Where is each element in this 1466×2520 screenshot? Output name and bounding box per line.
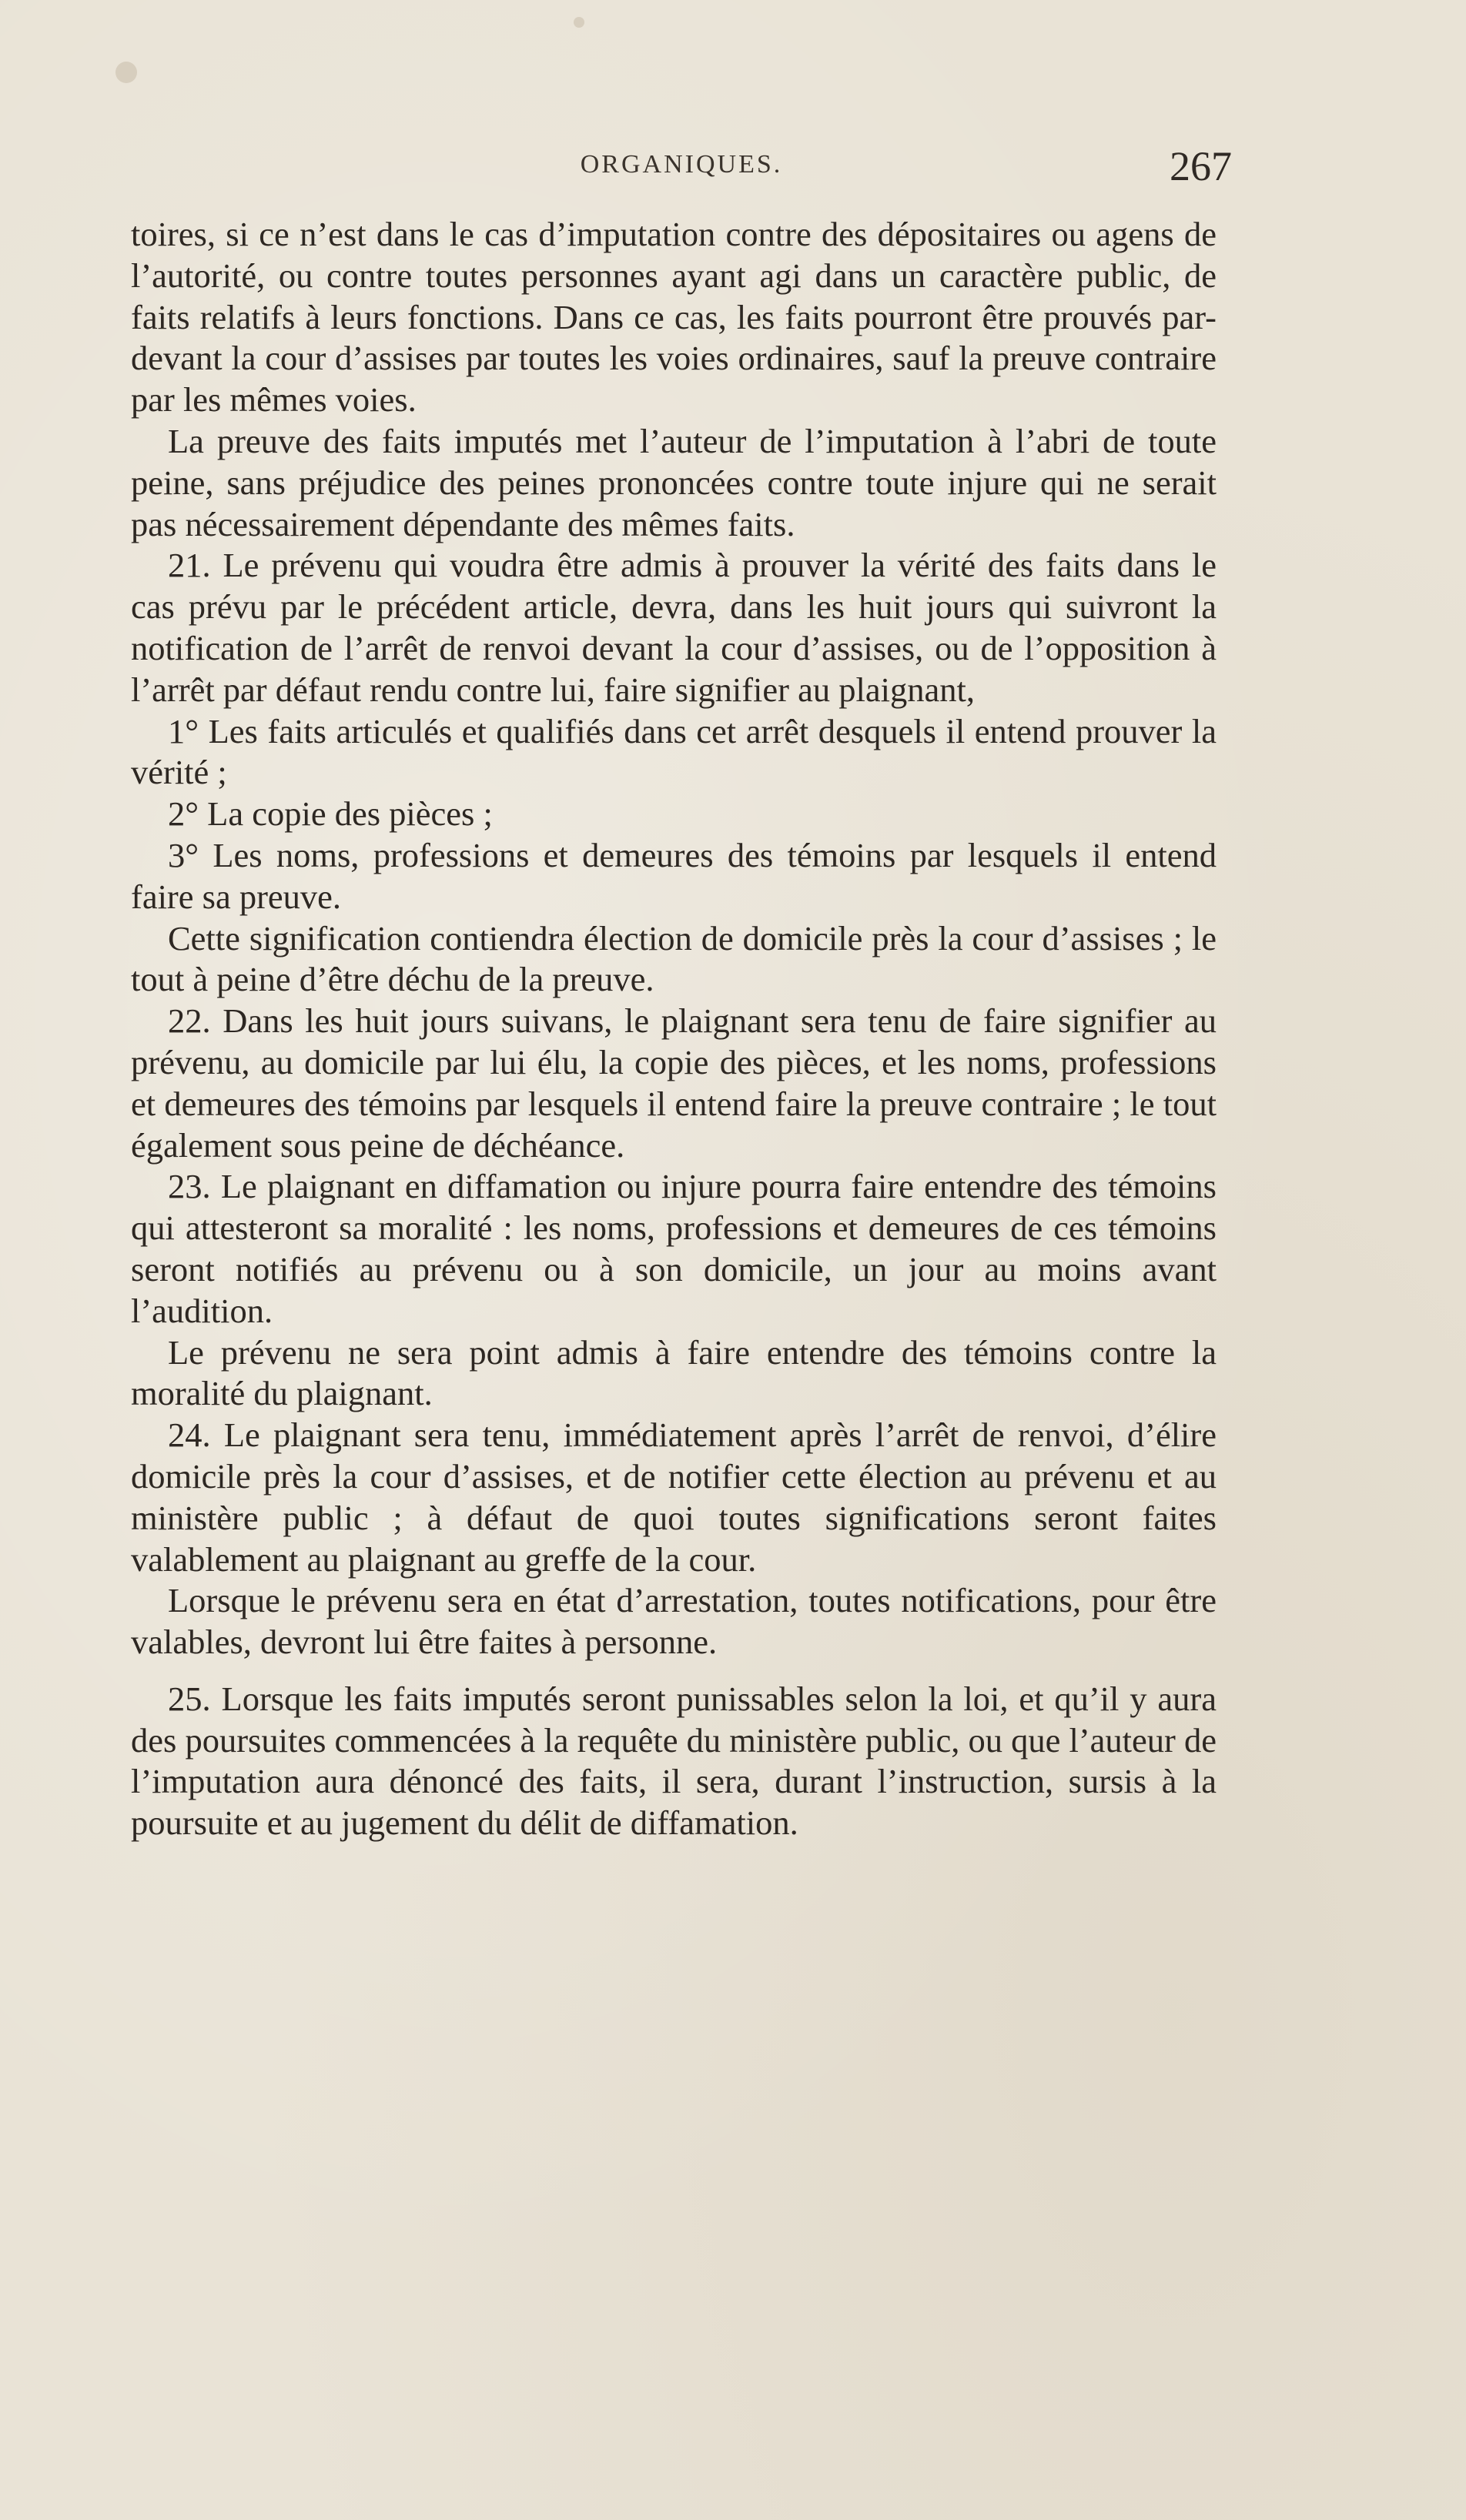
paragraph: Cette signification contiendra élection de domicile près la cour d’assises ; le tout à peine d’être déchu de la preuve.	[131, 918, 1217, 999]
paragraph: Lorsque le prévenu sera en état d’arrestation, toutes notifications, pour être valables, devront lui être faites à personne.	[131, 1581, 1217, 1662]
article-22: 22. Dans les huit jours suivans, le plaignant sera tenu de faire signifier au prévenu, au domicile par lui élu, la copie des pièces, et les noms, professions et demeures des témoins par lesquels il entend faire la preuve contraire ; le tout également sous peine de déchéance.	[131, 1001, 1217, 1165]
paper-stain	[574, 17, 584, 28]
paper-stain	[115, 62, 137, 83]
article-25: 25. Lorsque les faits imputés seront punissables selon la loi, et qu’il y aura des poursuites commencées à la requête du ministère public, ou que l’auteur de l’imputation aura dénoncé des faits, il sera, durant l’instruction, sursis à la poursuite et au jugement du délit de diffamation.	[131, 1679, 1217, 1843]
running-title: ORGANIQUES.	[580, 150, 783, 179]
article-23: 23. Le plaignant en diffamation ou injure pourra faire entendre des témoins qui attesteront sa moralité : les noms, professions et demeures de ces témoins seront notifiés au prévenu ou à son domicile, un jour au moins avant l’audition.	[131, 1167, 1217, 1330]
paragraph: toires, si ce n’est dans le cas d’imputation contre des dépositaires ou agens de l’autorité, ou contre toutes personnes ayant agi dans un caractère public, de faits relatifs à leurs fonctions. Dans ce cas, les faits pourront être prouvés par-devant la cour d’assises par toutes les voies ordinaires, sauf la preuve contraire par les mêmes voies.	[131, 215, 1217, 419]
paragraph: La preuve des faits imputés met l’auteur de l’imputation à l’abri de toute peine, sans préjudice des peines prononcées contre toute injure qui ne serait pas nécessairement dépendante des mêmes faits.	[131, 421, 1217, 543]
page-header	[131, 142, 1232, 196]
article-24: 24. Le plaignant sera tenu, immédiatement après l’arrêt de renvoi, d’élire domicile près la cour d’assises, et de notifier cette élection au prévenu et au ministère public ; à défaut de quoi toutes significations seront faites valablement au plaignant au greffe de la cour.	[131, 1415, 1217, 1579]
list-item: 2° La copie des pièces ;	[168, 794, 493, 834]
list-item: 3° Les noms, professions et demeures des témoins par lesquels il entend faire sa preuve.	[131, 835, 1217, 916]
page-number: 267	[1170, 143, 1232, 189]
list-item: 1° Les faits articulés et qualifiés dans cet arrêt desquels il entend prouver la vérité ;	[131, 711, 1217, 792]
paragraph: Le prévenu ne sera point admis à faire entendre des témoins contre la moralité du plaignant.	[131, 1332, 1217, 1413]
article-21: 21. Le prévenu qui voudra être admis à prouver la vérité des faits dans le cas prévu par le précédent article, devra, dans les huit jours qui suivront la notification de l’arrêt de renvoi devant la cour d’assises, ou de l’opposition à l’arrêt par défaut rendu contre lui, faire signifier au plaignant,	[131, 546, 1217, 709]
body-text	[131, 214, 1217, 1844]
